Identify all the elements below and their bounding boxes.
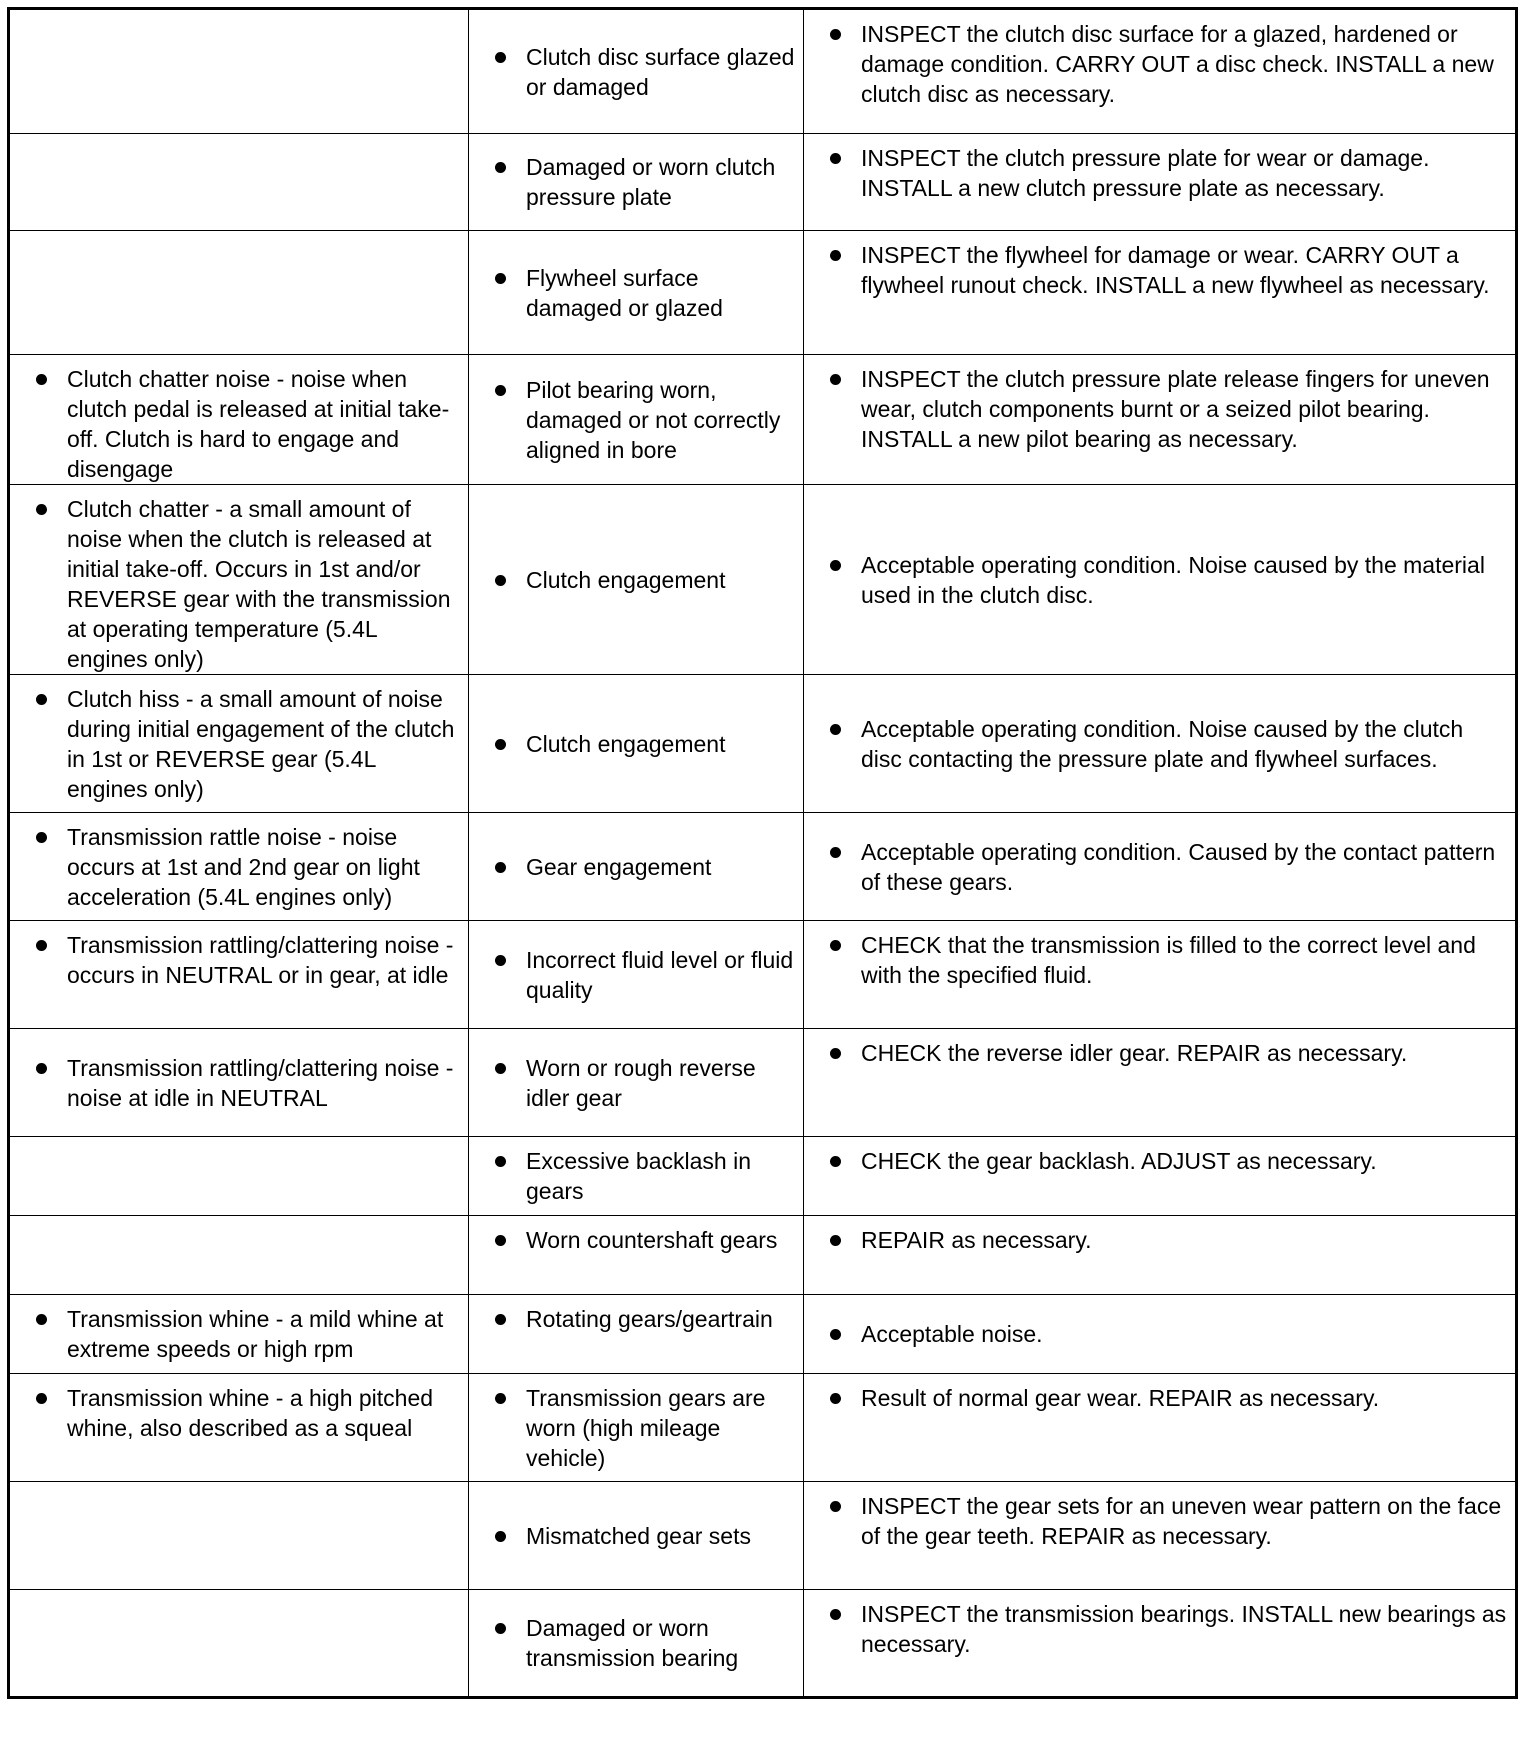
action-text: INSPECT the clutch pressure plate release fingers for uneven wear, clutch components burnt or a seized pilot bearing. INSTALL a new pilot bearing as necessary. bbox=[861, 366, 1490, 452]
source-text: Pilot bearing worn, damaged or not correctly aligned in bore bbox=[526, 376, 781, 463]
bullet-icon bbox=[830, 560, 841, 571]
list-item bbox=[469, 1225, 803, 1255]
list-item bbox=[10, 364, 468, 484]
list-item bbox=[10, 1383, 468, 1443]
list-item bbox=[469, 42, 803, 102]
action-text: CHECK the reverse idler gear. REPAIR as necessary. bbox=[861, 1040, 1408, 1066]
bullet-icon bbox=[495, 385, 506, 396]
source-text: Incorrect fluid level or fluid quality bbox=[526, 946, 794, 1003]
action-text: REPAIR as necessary. bbox=[861, 1227, 1092, 1253]
table-row bbox=[9, 1216, 1517, 1295]
bullet-icon bbox=[830, 847, 841, 858]
bullet-icon bbox=[495, 1314, 506, 1325]
symptom-cell bbox=[9, 485, 469, 675]
table-row bbox=[9, 1029, 1517, 1137]
table-row bbox=[9, 1374, 1517, 1482]
action-text: INSPECT the clutch pressure plate for wear or damage. INSTALL a new clutch pressure plate as necessary. bbox=[861, 145, 1430, 201]
bullet-icon bbox=[495, 1063, 506, 1074]
bullet-icon bbox=[830, 250, 841, 261]
action-cell bbox=[804, 813, 1517, 921]
source-cell bbox=[469, 1029, 804, 1137]
symptom-cell bbox=[9, 231, 469, 355]
bullet-icon bbox=[830, 374, 841, 385]
source-text: Rotating gears/geartrain bbox=[526, 1306, 773, 1332]
source-text: Mismatched gear sets bbox=[526, 1522, 751, 1549]
list-item bbox=[10, 822, 468, 912]
bullet-icon bbox=[495, 1156, 506, 1167]
list-item bbox=[469, 1053, 803, 1113]
table-row bbox=[9, 134, 1517, 231]
source-text: Damaged or worn clutch pressure plate bbox=[526, 154, 776, 210]
symptom-cell bbox=[9, 675, 469, 813]
table-row bbox=[9, 921, 1517, 1029]
source-cell bbox=[469, 1374, 804, 1482]
list-item bbox=[469, 1613, 803, 1673]
source-cell bbox=[469, 921, 804, 1029]
bullet-icon bbox=[36, 1063, 47, 1074]
list-item bbox=[804, 143, 1515, 203]
bullet-icon bbox=[495, 575, 506, 586]
table-row bbox=[9, 1590, 1517, 1698]
action-cell bbox=[804, 1482, 1517, 1590]
action-cell bbox=[804, 1216, 1517, 1295]
list-item bbox=[804, 1599, 1515, 1659]
symptom-text: Transmission whine - a high pitched whine, also described as a squeal bbox=[67, 1385, 434, 1441]
table-row bbox=[9, 813, 1517, 921]
action-cell bbox=[804, 134, 1517, 231]
bullet-icon bbox=[495, 162, 506, 173]
bullet-icon bbox=[36, 1393, 47, 1404]
action-text: Acceptable operating condition. Caused by the contact pattern of these gears. bbox=[861, 838, 1496, 895]
bullet-icon bbox=[495, 1531, 506, 1542]
action-text: INSPECT the gear sets for an uneven wear pattern on the face of the gear teeth. REPAIR as necessary. bbox=[861, 1493, 1502, 1549]
symptom-cell bbox=[9, 1216, 469, 1295]
source-text: Clutch disc surface glazed or damaged bbox=[526, 43, 795, 100]
symptom-cell bbox=[9, 9, 469, 134]
list-item bbox=[469, 945, 803, 1005]
action-text: Acceptable operating condition. Noise caused by the material used in the clutch disc. bbox=[861, 551, 1485, 608]
bullet-icon bbox=[36, 832, 47, 843]
list-item bbox=[804, 19, 1515, 109]
symptom-text: Clutch hiss - a small amount of noise during initial engagement of the clutch in 1st or REVERSE gear (5.4L engines only) bbox=[67, 686, 455, 802]
source-text: Clutch engagement bbox=[526, 566, 726, 593]
action-cell bbox=[804, 1374, 1517, 1482]
bullet-icon bbox=[495, 273, 506, 284]
source-text: Transmission gears are worn (high mileage vehicle) bbox=[526, 1385, 766, 1471]
list-item bbox=[804, 364, 1515, 454]
list-item bbox=[804, 550, 1515, 610]
symptom-cell bbox=[9, 1374, 469, 1482]
action-text: INSPECT the clutch disc surface for a glazed, hardened or damage condition. CARRY OUT a disc check. INSTALL a new clutch disc as necessary. bbox=[861, 21, 1494, 107]
source-cell bbox=[469, 1590, 804, 1698]
table-row bbox=[9, 1137, 1517, 1216]
action-cell bbox=[804, 921, 1517, 1029]
list-item bbox=[10, 684, 468, 804]
list-item bbox=[804, 837, 1515, 897]
action-text: INSPECT the transmission bearings. INSTALL new bearings as necessary. bbox=[861, 1601, 1507, 1657]
bullet-icon bbox=[495, 1235, 506, 1246]
source-cell bbox=[469, 1295, 804, 1374]
list-item bbox=[10, 1304, 468, 1364]
list-item bbox=[804, 1038, 1515, 1068]
list-item bbox=[469, 375, 803, 465]
symptom-cell bbox=[9, 134, 469, 231]
source-text: Damaged or worn transmission bearing bbox=[526, 1615, 739, 1671]
source-cell bbox=[469, 1482, 804, 1590]
source-text: Flywheel surface damaged or glazed bbox=[526, 264, 723, 321]
list-item bbox=[469, 1304, 803, 1334]
symptom-cell bbox=[9, 355, 469, 485]
bullet-icon bbox=[495, 1393, 506, 1404]
source-cell bbox=[469, 813, 804, 921]
bullet-icon bbox=[36, 1314, 47, 1325]
list-item bbox=[469, 565, 803, 595]
list-item bbox=[469, 1146, 803, 1206]
list-item bbox=[10, 494, 468, 674]
list-item bbox=[804, 714, 1515, 774]
symptom-cell bbox=[9, 1295, 469, 1374]
bullet-icon bbox=[36, 374, 47, 385]
symptom-cell bbox=[9, 1137, 469, 1216]
list-item bbox=[804, 1491, 1515, 1551]
list-item bbox=[469, 729, 803, 759]
list-item bbox=[469, 852, 803, 882]
list-item bbox=[10, 1053, 468, 1113]
diagnosis-table bbox=[7, 7, 1518, 1699]
bullet-icon bbox=[830, 1156, 841, 1167]
symptom-text: Clutch chatter - a small amount of noise when the clutch is released at initial take-off. Occurs in 1st and/or REVERSE gear with the transmission at operating temperature (5.4L engines only) bbox=[67, 496, 451, 672]
symptom-text: Transmission rattle noise - noise occurs at 1st and 2nd gear on light acceleration (5.4L engines only) bbox=[67, 824, 420, 910]
symptom-cell bbox=[9, 813, 469, 921]
action-text: INSPECT the flywheel for damage or wear. CARRY OUT a flywheel runout check. INSTALL a new flywheel as necessary. bbox=[861, 242, 1490, 298]
bullet-icon bbox=[830, 153, 841, 164]
list-item bbox=[804, 1146, 1515, 1176]
bullet-icon bbox=[830, 29, 841, 40]
action-cell bbox=[804, 1295, 1517, 1374]
bullet-icon bbox=[36, 504, 47, 515]
bullet-icon bbox=[36, 694, 47, 705]
action-text: Acceptable noise. bbox=[861, 1321, 1043, 1347]
bullet-icon bbox=[830, 940, 841, 951]
table-row bbox=[9, 9, 1517, 134]
symptom-text: Transmission rattling/clattering noise - occurs in NEUTRAL or in gear, at idle bbox=[67, 932, 454, 988]
action-cell bbox=[804, 355, 1517, 485]
bullet-icon bbox=[830, 1329, 841, 1340]
table-row bbox=[9, 231, 1517, 355]
source-cell bbox=[469, 231, 804, 355]
list-item bbox=[469, 152, 803, 212]
action-cell bbox=[804, 1029, 1517, 1137]
action-cell bbox=[804, 1137, 1517, 1216]
action-text: CHECK the gear backlash. ADJUST as necessary. bbox=[861, 1148, 1377, 1174]
bullet-icon bbox=[830, 1393, 841, 1404]
symptom-text: Transmission whine - a mild whine at extreme speeds or high rpm bbox=[67, 1306, 444, 1362]
source-cell bbox=[469, 134, 804, 231]
action-text: Result of normal gear wear. REPAIR as necessary. bbox=[861, 1385, 1380, 1411]
action-cell bbox=[804, 485, 1517, 675]
bullet-icon bbox=[830, 1235, 841, 1246]
table-row bbox=[9, 1295, 1517, 1374]
bullet-icon bbox=[830, 1501, 841, 1512]
action-cell bbox=[804, 231, 1517, 355]
bullet-icon bbox=[830, 1609, 841, 1620]
list-item bbox=[804, 240, 1515, 300]
action-cell bbox=[804, 675, 1517, 813]
bullet-icon bbox=[495, 1623, 506, 1634]
source-cell bbox=[469, 675, 804, 813]
list-item bbox=[469, 263, 803, 323]
source-cell bbox=[469, 9, 804, 134]
list-item bbox=[804, 1225, 1515, 1255]
list-item bbox=[804, 930, 1515, 990]
source-text: Gear engagement bbox=[526, 853, 712, 880]
action-cell bbox=[804, 1590, 1517, 1698]
action-text: CHECK that the transmission is filled to the correct level and with the specified fluid. bbox=[861, 932, 1476, 988]
list-item bbox=[10, 930, 468, 990]
source-text: Excessive backlash in gears bbox=[526, 1148, 751, 1204]
bullet-icon bbox=[495, 739, 506, 750]
bullet-icon bbox=[36, 940, 47, 951]
symptom-cell bbox=[9, 1590, 469, 1698]
list-item bbox=[469, 1383, 803, 1473]
bullet-icon bbox=[495, 52, 506, 63]
table-row bbox=[9, 675, 1517, 813]
source-cell bbox=[469, 355, 804, 485]
source-cell bbox=[469, 1137, 804, 1216]
action-text: Acceptable operating condition. Noise caused by the clutch disc contacting the pressure plate and flywheel surfaces. bbox=[861, 715, 1464, 772]
bullet-icon bbox=[495, 955, 506, 966]
symptom-text: Transmission rattling/clattering noise - noise at idle in NEUTRAL bbox=[67, 1054, 454, 1111]
symptom-cell bbox=[9, 1029, 469, 1137]
bullet-icon bbox=[495, 862, 506, 873]
symptom-cell bbox=[9, 921, 469, 1029]
table-row bbox=[9, 355, 1517, 485]
bullet-icon bbox=[830, 1048, 841, 1059]
source-text: Clutch engagement bbox=[526, 730, 726, 757]
bullet-icon bbox=[830, 724, 841, 735]
symptom-cell bbox=[9, 1482, 469, 1590]
symptom-text: Clutch chatter noise - noise when clutch pedal is released at initial take-off. Clutch is hard to engage and disengage bbox=[67, 366, 450, 482]
source-cell bbox=[469, 1216, 804, 1295]
action-cell bbox=[804, 9, 1517, 134]
table-row bbox=[9, 485, 1517, 675]
table-row bbox=[9, 1482, 1517, 1590]
list-item bbox=[804, 1319, 1515, 1349]
source-cell bbox=[469, 485, 804, 675]
list-item bbox=[469, 1521, 803, 1551]
source-text: Worn countershaft gears bbox=[526, 1227, 778, 1253]
list-item bbox=[804, 1383, 1515, 1413]
source-text: Worn or rough reverse idler gear bbox=[526, 1054, 756, 1111]
